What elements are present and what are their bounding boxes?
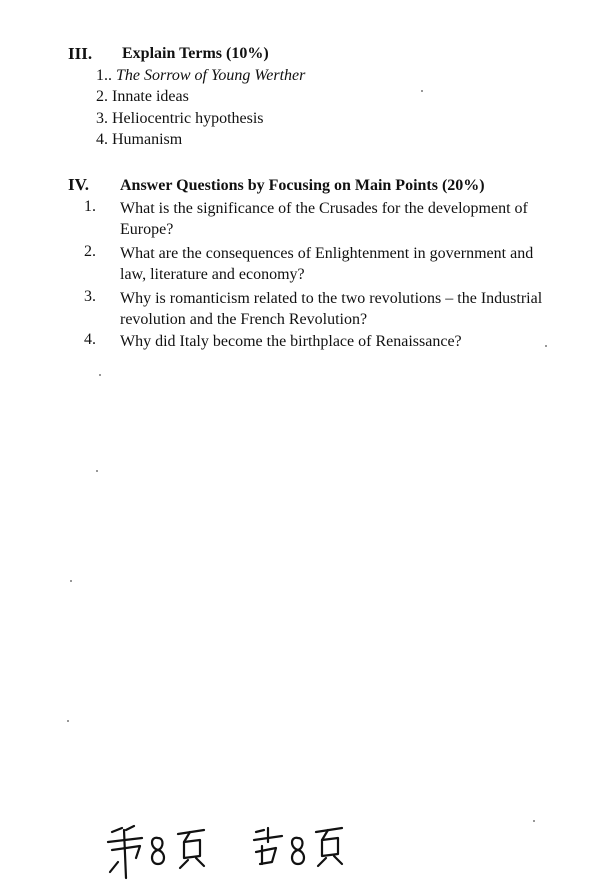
scan-speck xyxy=(70,580,72,582)
scan-speck xyxy=(545,345,547,347)
section-3-number: III. xyxy=(68,44,93,63)
question-4-text: Why did Italy become the birthplace of Renaissance? xyxy=(120,333,462,350)
question-1-text: What is the significance of the Crusades for the development of Europe? xyxy=(120,200,528,238)
scan-speck xyxy=(67,720,69,722)
scan-speck xyxy=(533,820,535,822)
question-2-text: What are the consequences of Enlightenment in government and law, literature and economy? xyxy=(120,245,534,283)
scan-speck xyxy=(96,470,98,472)
term-number: 1.. xyxy=(96,67,112,84)
term-item-4 xyxy=(96,131,182,149)
question-1-number: 1. xyxy=(84,198,96,215)
term-text: The Sorrow of Young Werther xyxy=(116,67,306,84)
question-2-number: 2. xyxy=(84,243,96,260)
term-text: Innate ideas xyxy=(112,88,189,105)
term-number: 4. xyxy=(96,131,108,148)
question-3-number: 3. xyxy=(84,288,96,305)
scan-speck xyxy=(99,374,101,376)
handwritten-page-note xyxy=(104,822,364,882)
term-number: 3. xyxy=(96,110,108,127)
term-text: Humanism xyxy=(112,131,183,148)
question-3-text: Why is romanticism related to the two revolutions – the Industrial revolution and the French Revolution? xyxy=(120,290,543,328)
term-text: Heliocentric hypothesis xyxy=(112,110,264,127)
term-item-1 xyxy=(96,67,305,85)
section-4-number: IV. xyxy=(68,175,89,194)
section-4-title: Answer Questions by Focusing on Main Points (20%) xyxy=(120,177,485,194)
term-item-3 xyxy=(96,110,264,128)
term-item-2 xyxy=(96,88,189,106)
scan-speck xyxy=(421,90,423,92)
section-3-title: Explain Terms (10%) xyxy=(122,45,269,62)
term-number: 2. xyxy=(96,88,108,105)
question-4-number: 4. xyxy=(84,331,96,348)
